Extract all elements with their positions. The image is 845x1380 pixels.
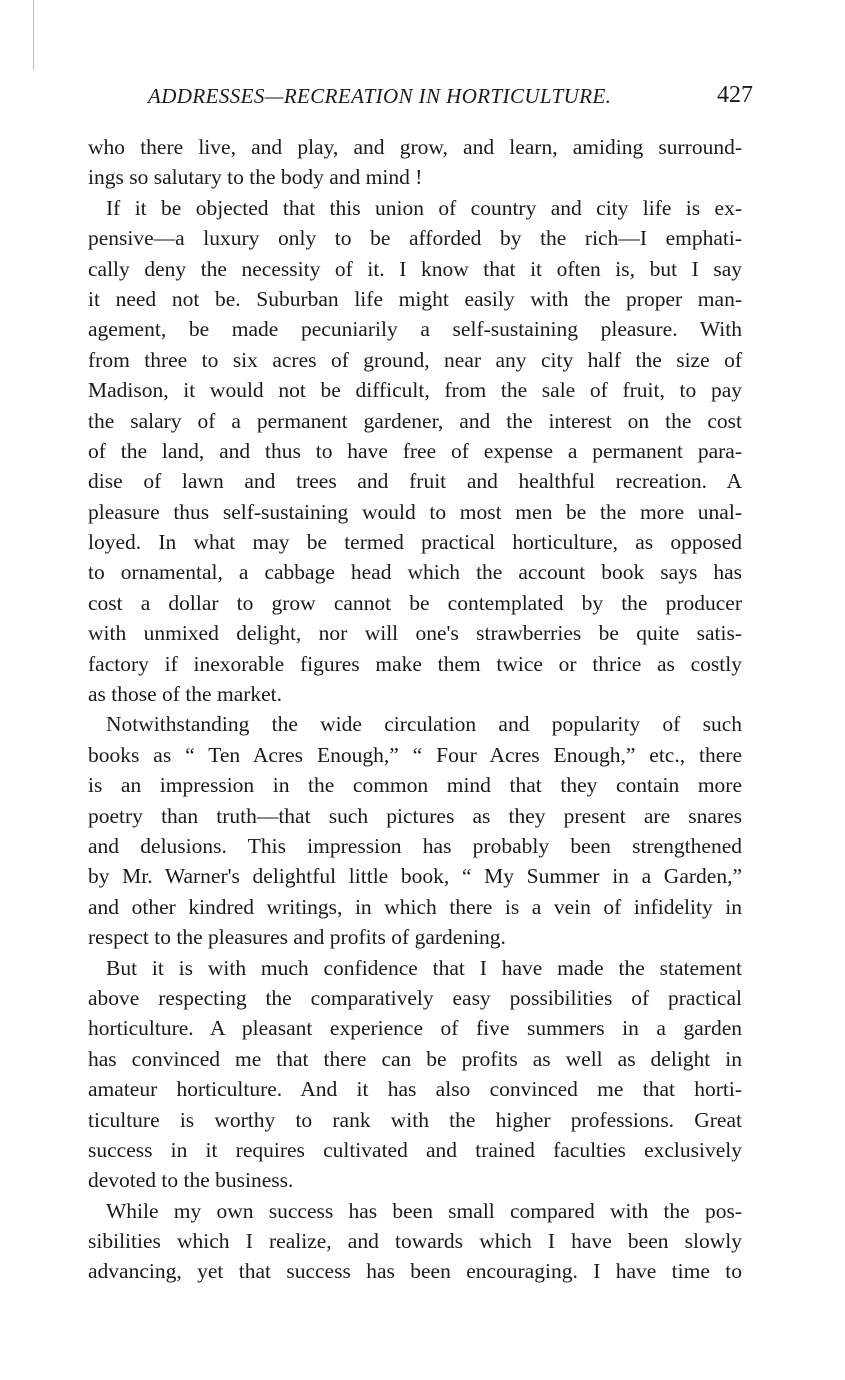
text-line: But it is with much confidence that I have made the statement [106, 955, 742, 980]
text-line: it need not be. Suburban life might easily with the proper man- [88, 286, 742, 311]
text-line: the salary of a permanent gardener, and the interest on the cost [88, 408, 742, 433]
text-line: of the land, and thus to have free of expense a permanent para- [88, 438, 742, 463]
text-line: amateur horticulture. And it has also convinced me that horti- [88, 1077, 742, 1102]
text-line: and delusions. This impression has probably been strengthened [88, 833, 742, 858]
text-line: to ornamental, a cabbage head which the account book says has [88, 560, 742, 585]
text-line: advancing, yet that success has been encouraging. I have time to [88, 1259, 742, 1284]
text-line: pleasure thus self-sustaining would to most men be the more unal- [88, 499, 742, 524]
text-line: horticulture. A pleasant experience of five summers in a garden [88, 1016, 742, 1041]
text-line: ticulture is worthy to rank with the higher professions. Great [88, 1107, 742, 1132]
text-line: factory if inexorable figures make them twice or thrice as costly [88, 651, 742, 676]
text-line: success in it requires cultivated and trained faculties exclusively [88, 1137, 742, 1162]
text-line: above respecting the comparatively easy possibilities of practical [88, 985, 742, 1010]
text-line: While my own success has been small compared with the pos- [106, 1198, 742, 1223]
text-line: cost a dollar to grow cannot be contemplated by the producer [88, 590, 742, 615]
text-line: pensive—a luxury only to be afforded by the rich—I emphati- [88, 226, 742, 251]
running-header [148, 84, 753, 112]
paragraph [88, 193, 742, 710]
page-number: 427 [717, 82, 753, 108]
text-line: with unmixed delight, nor will one's strawberries be quite satis- [88, 621, 742, 646]
text-line: as those of the market. [88, 682, 283, 707]
text-line: Notwithstanding the wide circulation and popularity of such [106, 712, 742, 737]
text-line: loyed. In what may be termed practical horticulture, as opposed [88, 530, 742, 555]
text-line: from three to six acres of ground, near any city half the size of [88, 347, 742, 372]
text-line: is an impression in the common mind that they contain more [88, 773, 742, 798]
text-line: respect to the pleasures and profits of gardening. [88, 925, 506, 950]
paragraph [88, 1196, 742, 1287]
text-line: Madison, it would not be difficult, from the sale of fruit, to pay [88, 378, 742, 403]
text-line: sibilities which I realize, and towards which I have been slowly [88, 1229, 742, 1254]
text-line: devoted to the business. [88, 1168, 294, 1193]
text-line: If it be objected that this union of country and city life is ex- [106, 195, 742, 220]
paragraph [88, 953, 742, 1196]
text-line: who there live, and play, and grow, and learn, amiding surround- [88, 135, 742, 159]
body-text [88, 132, 742, 1287]
text-line: has convinced me that there can be profits as well as delight in [88, 1046, 742, 1071]
text-line: cally deny the necessity of it. I know that it often is, but I say [88, 256, 742, 281]
text-line: ings so salutary to the body and mind ! [88, 165, 423, 190]
text-line: books as “ Ten Acres Enough,” “ Four Acres Enough,” etc., there [88, 742, 742, 767]
text-line: poetry than truth—that such pictures as they present are snares [88, 803, 742, 828]
scan-edge-line [33, 0, 34, 70]
text-line: and other kindred writings, in which there is a vein of infidelity in [88, 894, 742, 919]
running-title: ADDRESSES—RECREATION IN HORTICULTURE. [148, 84, 612, 108]
paragraph [88, 132, 742, 193]
text-line: agement, be made pecuniarily a self-sustaining pleasure. With [88, 317, 742, 342]
text-line: by Mr. Warner's delightful little book, “ My Summer in a Garden,” [88, 864, 742, 889]
text-line: dise of lawn and trees and fruit and healthful recreation. A [88, 469, 742, 494]
paragraph [88, 709, 742, 952]
